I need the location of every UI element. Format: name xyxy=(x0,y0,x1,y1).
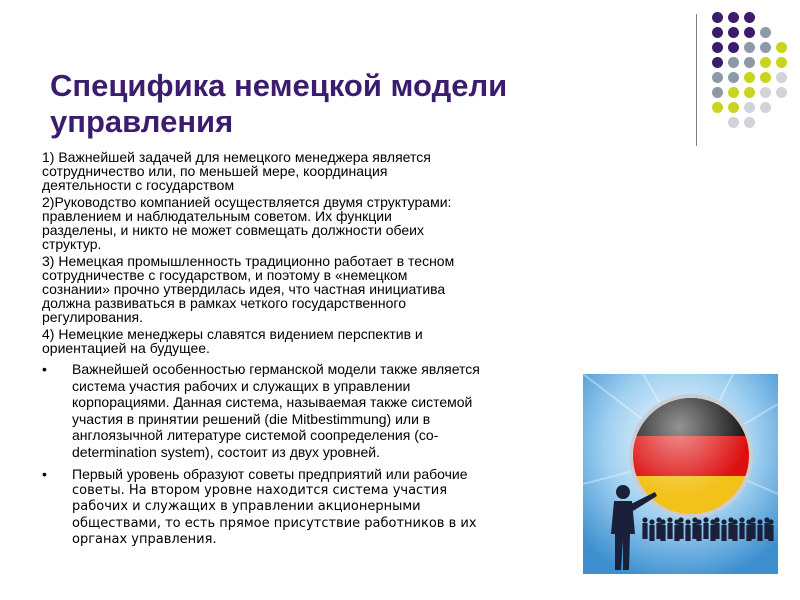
title-line: управления xyxy=(50,104,234,139)
person-silhouette xyxy=(685,525,690,541)
person-silhouette xyxy=(667,517,672,522)
decorative-dot xyxy=(712,57,723,68)
divider-line xyxy=(696,14,697,146)
text-line: система участия рабочих и служащих в управлении xyxy=(72,377,411,394)
text-line: рабочих и служащих в управлении акционерными xyxy=(72,499,421,514)
decorative-dot xyxy=(712,102,723,113)
person-silhouette xyxy=(714,523,719,539)
person-silhouette xyxy=(660,519,665,524)
person-silhouette xyxy=(757,519,762,524)
decorative-dot xyxy=(744,102,755,113)
decorative-dot xyxy=(776,57,787,68)
decorative-dot xyxy=(744,72,755,83)
person-silhouette xyxy=(649,519,654,524)
person-silhouette xyxy=(642,523,647,539)
text-line: 1) Важнейшей задачей для немецкого менеджера является xyxy=(42,149,431,165)
person-silhouette xyxy=(714,517,719,522)
text-line: сознании» прочно утвердилась идея, что частная инициатива xyxy=(42,281,446,297)
decorative-dot xyxy=(760,72,771,83)
text-line: органах управления. xyxy=(72,532,217,547)
decorative-dot xyxy=(728,12,739,23)
decorative-dot xyxy=(712,12,723,23)
decorative-dot xyxy=(712,72,723,83)
person-silhouette xyxy=(721,525,726,541)
bullet-item-2 xyxy=(42,466,562,549)
bullet-item-1 xyxy=(42,361,562,460)
person-silhouette xyxy=(750,517,755,522)
decorative-dot xyxy=(728,42,739,53)
person-silhouette xyxy=(642,517,647,522)
text-line: регулирования. xyxy=(42,309,144,325)
person-silhouette xyxy=(696,525,701,541)
person-silhouette xyxy=(678,517,683,522)
paragraph-4 xyxy=(42,327,562,355)
decorative-dot xyxy=(712,27,723,38)
text-line: структур. xyxy=(42,236,102,252)
slide-content xyxy=(42,150,562,549)
text-line: Важнейшей особенностью германской модели также является xyxy=(72,361,480,377)
person-silhouette xyxy=(696,519,701,524)
text-line: обществами, то есть прямое присутствие работников в их xyxy=(72,515,477,531)
text-line: советы. На втором уровне находится система участия xyxy=(72,482,448,498)
decorative-dot xyxy=(728,27,739,38)
text-line: 2)Руководство компанией осуществляется двумя структурами: xyxy=(42,194,452,210)
illustration-svg xyxy=(583,374,778,574)
decorative-dot xyxy=(744,117,755,128)
text-line: разделены, и никто не может совмещать должности обеих xyxy=(42,222,424,238)
decorative-dot xyxy=(728,87,739,98)
text-line: ориентацией на будущее. xyxy=(42,340,210,356)
person-silhouette xyxy=(660,525,665,541)
person-silhouette xyxy=(649,525,654,541)
decorative-dot xyxy=(712,42,723,53)
person-silhouette xyxy=(739,523,744,539)
text-line: 4) Немецкие менеджеры славятся видением перспектив и xyxy=(42,326,423,342)
decorative-dot xyxy=(760,87,771,98)
paragraph-1 xyxy=(42,150,562,192)
person-silhouette xyxy=(667,523,672,539)
person-silhouette xyxy=(685,519,690,524)
decorative-dot xyxy=(744,57,755,68)
person-silhouette xyxy=(703,523,708,539)
decorative-dot xyxy=(728,57,739,68)
decorative-dot xyxy=(744,27,755,38)
person-silhouette xyxy=(739,517,744,522)
text-line: правлением и наблюдательным советом. Их функции xyxy=(42,208,392,224)
person-silhouette xyxy=(732,525,737,541)
paragraph-3 xyxy=(42,254,562,324)
bullet-icon: • xyxy=(42,361,47,377)
text-line: Первый уровень образуют советы предприятий или рабочие xyxy=(72,466,468,482)
text-line: должна развиваться в рамках четкого государственного xyxy=(42,295,406,311)
person-silhouette xyxy=(703,517,708,522)
person-silhouette xyxy=(732,519,737,524)
decorative-dot xyxy=(760,27,771,38)
person-silhouette xyxy=(678,523,683,539)
decorative-dot xyxy=(728,102,739,113)
text-line: корпорациями. Данная система, называемая также системой xyxy=(72,394,473,410)
decorative-dot xyxy=(728,117,739,128)
person-silhouette xyxy=(757,525,762,541)
text-line: сотрудничество или, по меньшей мере, координация xyxy=(42,163,388,179)
person-silhouette xyxy=(768,525,773,541)
title-line: Специфика немецкой модели xyxy=(50,68,508,103)
decorative-dot xyxy=(760,42,771,53)
decorative-dot xyxy=(776,87,787,98)
person-silhouette xyxy=(721,519,726,524)
person-silhouette xyxy=(768,519,773,524)
text-line: determination system), состоит из двух уровней. xyxy=(72,443,380,460)
decorative-dot xyxy=(744,12,755,23)
text-line: 3) Немецкая промышленность традиционно работает в тесном xyxy=(42,253,455,269)
text-line: сотрудничестве с государством, и поэтому в «немецком xyxy=(42,267,408,283)
text-line: деятельности с государством xyxy=(42,177,235,193)
decorative-dot xyxy=(776,72,787,83)
text-line: участия в принятии решений (die Mitbestimmung) или в xyxy=(72,410,431,427)
text-line: англоязычной литературе системой соопределения (co- xyxy=(72,427,439,443)
decorative-dot xyxy=(728,72,739,83)
paragraph-2 xyxy=(42,195,562,251)
decorative-dot xyxy=(712,87,723,98)
decorative-dot-grid xyxy=(712,12,800,132)
person-silhouette xyxy=(750,523,755,539)
bullet-icon: • xyxy=(42,466,47,482)
decorative-dot xyxy=(760,102,771,113)
decorative-dot xyxy=(760,57,771,68)
decorative-dot xyxy=(776,42,787,53)
german-flag-sphere-with-businessmen-icon xyxy=(583,374,778,574)
decorative-dot xyxy=(744,87,755,98)
decorative-dot xyxy=(744,42,755,53)
slide-title xyxy=(50,68,690,140)
